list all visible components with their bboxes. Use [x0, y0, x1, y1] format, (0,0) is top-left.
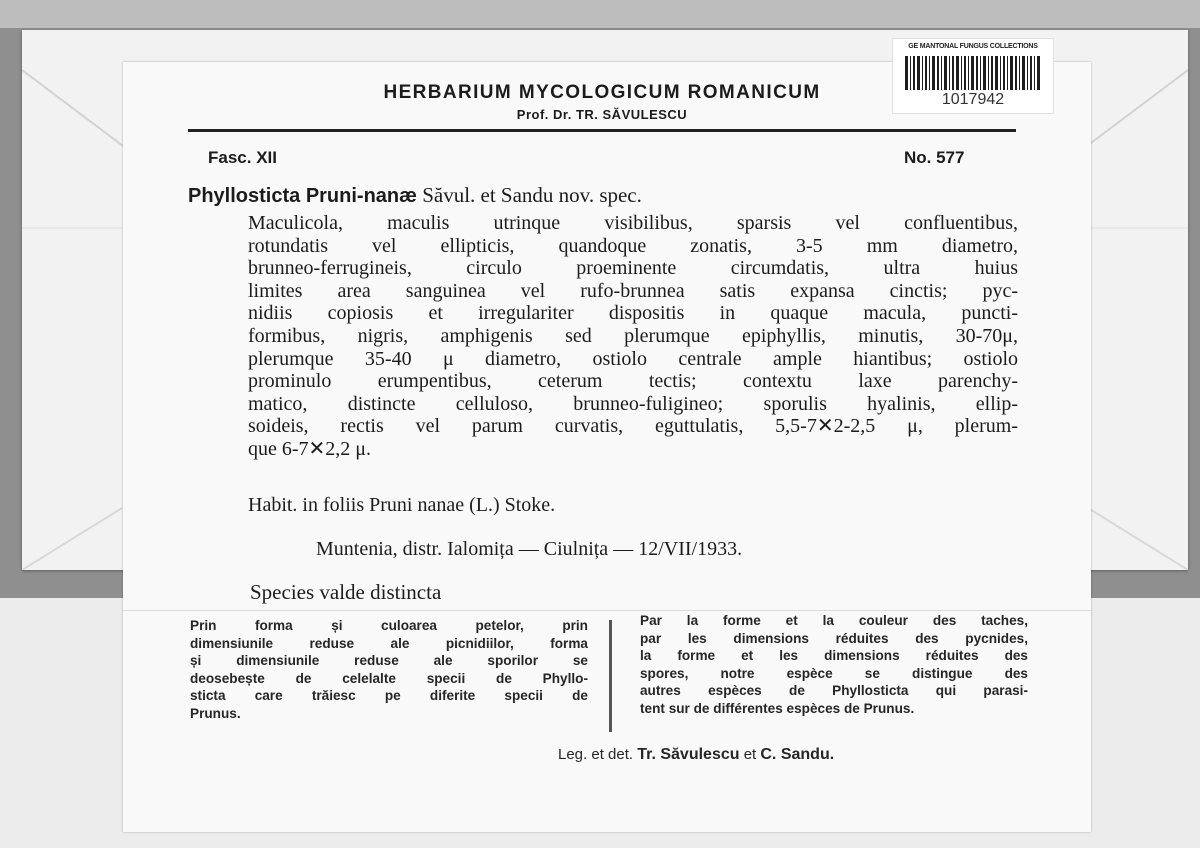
collector-name-1: Tr. Săvulescu: [637, 746, 740, 763]
description-line: soideis, rectis vel parum curvatis, eguttulatis, 5,5-7✕2-2,5 μ, plerum-: [248, 415, 1018, 438]
collector-prefix: Leg. et det.: [558, 746, 634, 763]
barcode-institution: GE MANTONAL FUNGUS COLLECTIONS: [908, 43, 1038, 50]
fascicle-label: Fasc. XII: [208, 148, 277, 167]
collector-connector: et: [743, 746, 757, 763]
description-line: rotundatis vel ellipticis, quandoque zonatis, 3-5 mm diametro,: [248, 234, 1018, 257]
column-divider: [609, 620, 612, 732]
collector-line: [558, 746, 834, 764]
romanian-line: Prin forma și culoarea petelor, prin: [190, 618, 588, 633]
locality-line: Muntenia, distr. Ialomița — Ciulnița — 12/VII/1933.: [316, 538, 743, 560]
description-line: matico, distincte celluloso, brunneo-fuligineo; sporulis hyalinis, ellip-: [248, 392, 1018, 415]
header-rule: [188, 129, 1016, 132]
species-heading: [188, 183, 642, 208]
romanian-line: Prunus.: [190, 705, 241, 721]
romanian-line: sticta care trăiesc pe diferite specii de: [190, 688, 588, 703]
label-fold-line: [123, 610, 1091, 611]
species-note: Species valde distincta: [250, 580, 442, 604]
romanian-line: deosebește de celelalte specii de Phyllo-: [190, 670, 588, 686]
french-line: tent sur de différentes espèces de Prunus.: [640, 700, 915, 716]
latin-description: [248, 212, 1018, 461]
romanian-description: [190, 617, 588, 722]
species-authority: Săvul. et Sandu nov. spec.: [422, 183, 642, 207]
description-line: que 6-7✕2,2 μ.: [248, 437, 372, 460]
habitat-line: Habit. in foliis Pruni nanae (L.) Stoke.: [248, 494, 556, 516]
description-line: limites area sanguinea vel rufo-brunnea satis expansa cinctis; pyc-: [248, 279, 1018, 302]
french-line: autres espèces de Phyllosticta qui parasi-: [640, 683, 1028, 698]
romanian-line: dimensiunile reduse ale picnidiilor, forma: [190, 635, 588, 651]
barcode-number: 1017942: [941, 91, 1005, 108]
description-line: prominulo erumpentibus, ceterum tectis; contextu laxe parenchy-: [248, 370, 1018, 393]
description-line: nidiis copiosis et irregulariter dispositis in quaque macula, puncti-: [248, 302, 1018, 325]
collector-name-2: C. Sandu.: [760, 746, 835, 763]
species-name: Phyllosticta Pruni-nanæ: [188, 185, 417, 207]
french-line: la forme et les dimensions réduites des: [640, 648, 1028, 663]
french-line: par les dimensions réduites des pycnides,: [640, 630, 1028, 646]
french-line: Par la forme et la couleur des taches,: [640, 613, 1028, 628]
french-description: [640, 612, 1028, 717]
description-line: Maculicola, maculis utrinque visibilibus, sparsis vel confluentibus,: [248, 212, 1018, 234]
description-line: plerumque 35-40 μ diametro, ostiolo centrale ample hiantibus; ostiolo: [248, 347, 1018, 370]
background-top: [0, 0, 1200, 28]
description-line: formibus, nigris, amphigenis sed plerumque epiphyllis, minutis, 30-70μ,: [248, 324, 1018, 347]
specimen-number: No. 577: [904, 148, 965, 167]
herbarium-title: HERBARIUM MYCOLOGICUM ROMANICUM: [383, 82, 821, 103]
description-line: brunneo-ferrugineis, circulo proeminente circumdatis, ultra huius: [248, 257, 1018, 280]
herbarium-subtitle: Prof. Dr. TR. SĂVULESCU: [516, 107, 688, 122]
romanian-line: și dimensiunile reduse ale sporilor se: [190, 653, 588, 668]
french-line: spores, notre espèce se distingue des: [640, 665, 1028, 681]
